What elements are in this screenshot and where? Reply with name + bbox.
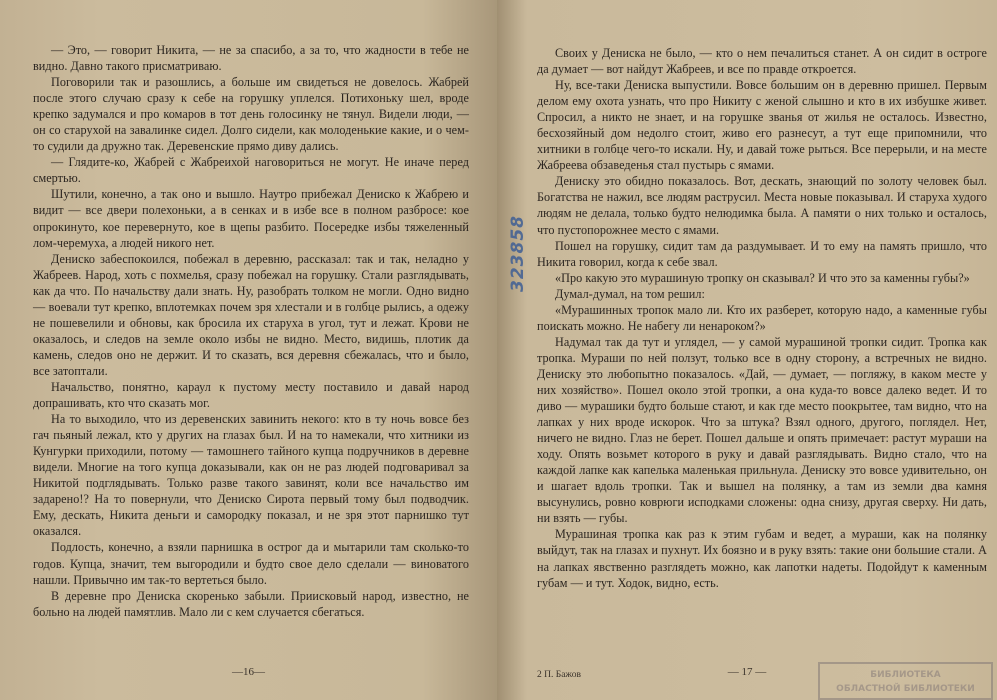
- library-stamp-line1: БИБЛИОТЕКА: [870, 670, 941, 680]
- paragraph: Поговорили так и разошлись, а больше им свидеться не довелось. Жабрей после этого случаю сразу к себе на горушку уплелся. Потихоньку шел, вроде крепко задумался и про комаров в тот день голосинку не тянул. Видели люди, — он со старухой на завалинке сидел. Долго сидели, как молоденькие какие, и о чем-то судили да дружно так. Деревенские прямо диву дались.: [33, 75, 469, 154]
- page-number-left: —16—: [232, 666, 265, 678]
- paragraph: Надумал так да тут и углядел, — у самой мурашиной тропки сидит. Тропка как тропка. Мураши по ней ползут, только все в одну сторону, а встречных не видно. Дениску это любопытно показалось. «Дай, — думает, — погляжу, в каком месте у них хозяйство». Пошел около этой тропки, а она куда-то вовсе далеко ведет. И то диво — мурашики будто больше стают, и как где место поокрытее, там видно, что на лапках у них вроде искорок. Что за штука? Взял одного, другого, поглядел. Нет, ничего не видно. Глаз не берет. Пошел дальше и опять примечает: растут мураши на ходу. Опять возьмет которого в руку и давай разглядывать. Видно стало, что на каждой лапке как капелька маленькая прильнула. Дениску это вовсе удивительно, он и шагает вдоль тропки. Так и вышел на полянку, а там из земли два камня высунулись, ровно коврюги исподками сложены: одна снизу, другая сверху. Ни дать, ни взять — губы.: [537, 334, 987, 526]
- paragraph: Думал-думал, на том решил:: [555, 286, 705, 301]
- paragraph: «Мурашинных тропок мало ли. Кто их разберет, которую надо, а каменные губы поискать можно. Не набегу ли ненароком?»: [537, 302, 987, 333]
- right-page: [497, 0, 997, 700]
- library-stamp-line2: ОБЛАСТНОЙ БИБЛИОТЕКИ: [836, 684, 975, 694]
- paragraph: «Про какую это мурашиную тропку он сказывал? И что это за каменны губы?»: [555, 270, 970, 285]
- paragraph: В деревне про Дениска скоренько забыли. Приисковый народ, известно, не больно на людей памятлив. Мало ли с кем случается сбегаться.: [33, 588, 469, 619]
- inventory-number-stamp: 323858: [508, 215, 528, 292]
- right-page-text: [537, 45, 987, 591]
- left-page-text: [33, 42, 469, 620]
- paragraph: Шутили, конечно, а так оно и вышло. Наутро прибежал Дениско к Жабрею и видит — все двери полехоньки, а в сенках и в избе все в полном разбросе: кое опрокинуто, кое перевернуто, кое в щепы разбито. Посередке избы тяжеленный лом-черемуха, а людей никого нет.: [33, 187, 469, 250]
- paragraph: Ну, все-таки Дениска выпустили. Вовсе большим он в деревню пришел. Первым делом ему охота узнать, что про Никиту с женой слышно и кто в их избушке живет. Спросил, а никто не знает, и на горушке званья от жилья не осталось. Известно, бесхозяйный дом недолго стоит, живо его разнесут, а тут еще припомнили, что хитники в голбце чего-то искали. Ну, и давай тоже рыться. Все перерыли, и на месте Жабреева обзаведенья стал пустырь с ямами.: [537, 78, 987, 173]
- library-stamp: [818, 662, 993, 700]
- paragraph: Пошел на горушку, сидит там да раздумывает. И то ему на память пришло, что Никита говорил, когда к себе звал.: [537, 238, 987, 269]
- paragraph: Своих у Дениска не было, — кто о нем печалиться станет. А он сидит в остроге да думает — вот найдут Жабреев, и все по правде откроется.: [537, 46, 987, 77]
- paragraph: — Глядите-ко, Жабрей с Жабреихой наговориться не могут. Не иначе перед смертью.: [33, 155, 469, 186]
- paragraph: Начальство, понятно, караул к пустому месту поставило и давай народ допрашивать, кто что сказать мог.: [33, 379, 469, 411]
- signature-mark: 2 П. Бажов: [537, 670, 581, 680]
- left-page: [0, 0, 497, 700]
- paragraph: Дениско забеспокоился, побежал в деревню, рассказал: так и так, неладно у Жабреев. Народ, хоть с похмелья, сразу побежал на горушку. Стали разглядывать, как да что. По начальству дали знать. Ну, разобрать толком не могли. Одно видно — воевали тут крепко, вплотемках почем зря хлестали и в голбце рылись, а одежу не пошевелили и обновы, как бросила их старуха в угол, тут и лежат. Крови не оказалось, и следов на земле около избы не видно. Место, видишь, плотик да камень, следов оно не держит. И то сказать, вся деревня сбежалась, что и было, все затоптали.: [33, 251, 469, 378]
- page-number-right: — 17 —: [727, 666, 767, 678]
- paragraph: — Это, — говорит Никита, — не за спасибо, а за то, что жадности в тебе не видно. Давно такого присматриваю.: [33, 43, 469, 74]
- paragraph: Дениску это обидно показалось. Вот, дескать, знающий по золоту человек был. Богатства не нажил, все людям раструсил. Места новые показывал. И старуха худого людям не делала, только будто нелюдимка была. А памяти о них только и осталось, что пустопорожнее место с ямами.: [537, 174, 987, 237]
- paragraph: Мурашиная тропка как раз к этим губам и ведет, а мураши, как на полянку выйдут, так на глазах и пухнут. Их боязно и в руку взять: такие они большие стали. А на лапках явственно разглядеть можно, как лапотки надеты. Подойдут к каменным губам — и тут. Ходок, видно, есть.: [537, 527, 987, 590]
- paragraph: Подлость, конечно, а взяли парнишка в острог да и мытарили там сколько-то годов. Купца, значит, тем выгородили и будто свое дело сделали — виноватого нашли. Привычно им так-то вертеться было.: [33, 540, 469, 587]
- paragraph: На то выходило, что из деревенских завинить некого: кто в ту ночь вовсе без гач пьяный лежал, кто у других на глазах был. И на то намекали, что хитники из Кунгурки приходили, потому — тамошнего тайного купца подручников в деревне видели. Многие на того купца доказывали, как он не раз людей подговаривал за Никитой подглядывать. Только разве такого завинят, коли все начальство им задарено!? На то повернули, что Дениско Сирота первый тому был подводчик. Ему, дескать, Никита деньги и самородку показал, и не зря этот парнишко тут оказался.: [33, 412, 469, 539]
